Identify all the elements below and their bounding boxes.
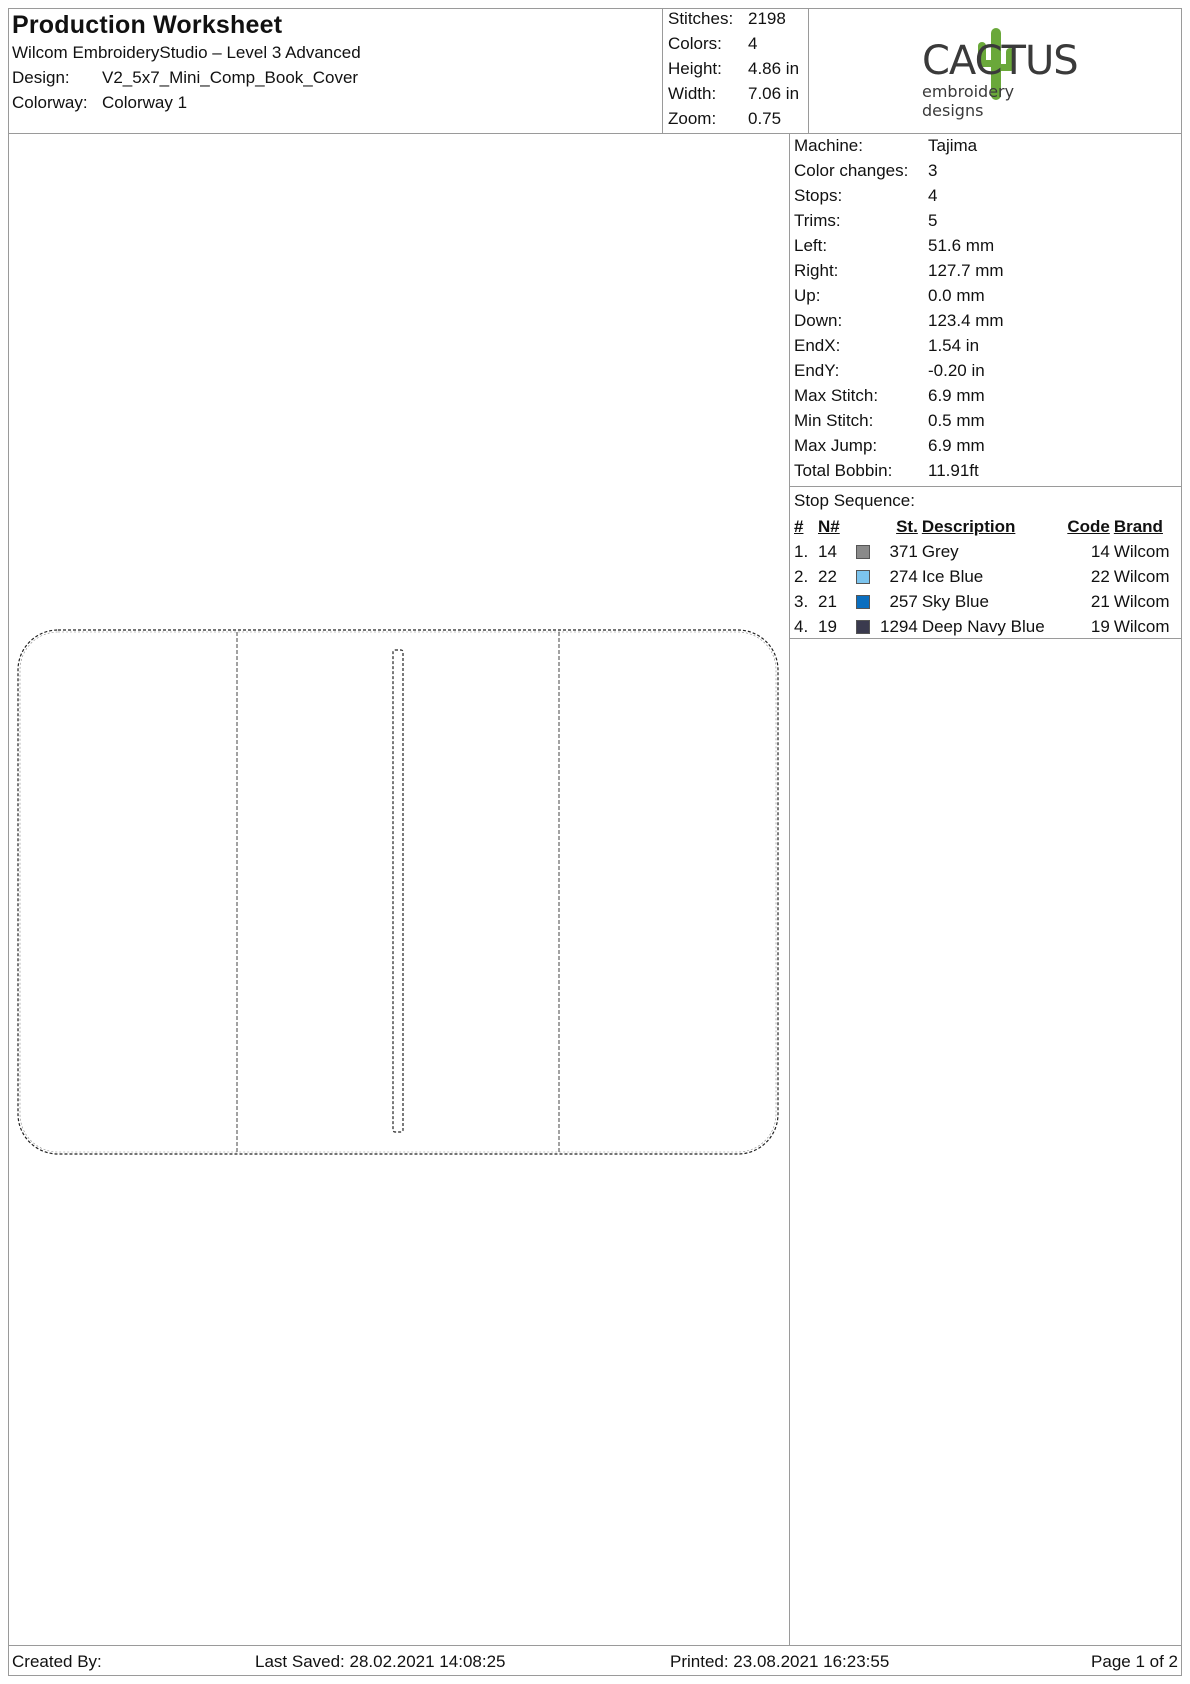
machine-row	[794, 408, 1004, 433]
stat-label: Width:	[668, 84, 717, 103]
machine-value: 3	[928, 161, 938, 180]
machine-value: Tajima	[928, 136, 978, 155]
machine-label: Down:	[794, 311, 843, 330]
machine-value: 127.7 mm	[928, 261, 1004, 280]
colorway-value: Colorway 1	[102, 93, 188, 112]
stat-row	[668, 6, 799, 31]
info-panel-divider	[789, 133, 790, 1645]
stop-desc: Sky Blue	[921, 591, 989, 611]
machine-label: Min Stitch:	[794, 411, 874, 430]
stat-value: 7.06 in	[748, 84, 800, 103]
machine-row	[794, 258, 1004, 283]
machine-row	[794, 233, 1004, 258]
col-st: St.	[896, 516, 918, 536]
machine-row	[794, 383, 1004, 408]
machine-row	[794, 433, 1004, 458]
stop-n: 19	[818, 616, 837, 636]
footer-page-number: Page 1 of 2	[1091, 1652, 1178, 1671]
colorway-row	[12, 90, 652, 115]
logo-wordmark: CACTUS	[922, 38, 1078, 84]
machine-label: Machine:	[794, 136, 863, 155]
stop-brand: Wilcom	[1113, 616, 1170, 636]
machine-label: Up:	[794, 286, 821, 305]
software-name: Wilcom EmbroideryStudio – Level 3 Advanced	[12, 43, 361, 62]
machine-value: 5	[928, 211, 938, 230]
stop-row	[792, 614, 1176, 639]
machine-row	[794, 158, 1004, 183]
stop-code: 19	[1090, 616, 1110, 636]
machine-label: Left:	[794, 236, 828, 255]
machine-label: Color changes:	[794, 161, 909, 180]
machine-label: EndY:	[794, 361, 840, 380]
color-swatch	[856, 545, 870, 559]
machine-label: Total Bobbin:	[794, 461, 893, 480]
logo-subtitle: embroidery designs	[922, 82, 1015, 120]
col-n: N#	[818, 516, 840, 536]
stop-brand: Wilcom	[1113, 541, 1170, 561]
design-stats	[668, 6, 799, 131]
footer-printed: Printed: 23.08.2021 16:23:55	[670, 1652, 890, 1671]
stop-num: 4.	[794, 616, 809, 636]
stop-sequence-table	[792, 514, 1176, 639]
design-row	[12, 65, 652, 90]
color-swatch-cell	[850, 564, 878, 589]
machine-value: 0.0 mm	[928, 286, 985, 305]
machine-row	[794, 133, 1004, 158]
stats-right-divider	[808, 8, 809, 133]
design-label: Design:	[12, 68, 70, 87]
header-info	[12, 10, 652, 115]
machine-value: 123.4 mm	[928, 311, 1004, 330]
machine-row	[794, 183, 1004, 208]
color-swatch	[856, 620, 870, 634]
machine-value: 0.5 mm	[928, 411, 985, 430]
machine-row	[794, 333, 1004, 358]
footer-last-saved: Last Saved: 28.02.2021 14:08:25	[255, 1652, 506, 1671]
machine-label: Max Jump:	[794, 436, 878, 455]
stop-brand: Wilcom	[1113, 591, 1170, 611]
stat-value: 2198	[748, 9, 786, 28]
machine-row	[794, 208, 1004, 233]
stop-header-row	[792, 514, 1176, 539]
col-num: #	[794, 516, 804, 536]
machine-value: 4	[928, 186, 938, 205]
machine-row	[794, 283, 1004, 308]
color-swatch-cell	[850, 539, 878, 564]
machine-row	[794, 358, 1004, 383]
design-value: V2_5x7_Mini_Comp_Book_Cover	[102, 68, 359, 87]
color-swatch	[856, 595, 870, 609]
stat-value: 4.86 in	[748, 59, 800, 78]
machine-label: Trims:	[794, 211, 841, 230]
page-title: Production Worksheet	[12, 11, 283, 39]
stop-desc: Ice Blue	[921, 566, 984, 586]
stop-desc: Grey	[921, 541, 959, 561]
machine-value: 51.6 mm	[928, 236, 995, 255]
color-swatch-cell	[850, 614, 878, 639]
stop-code: 14	[1090, 541, 1110, 561]
stop-row	[792, 564, 1176, 589]
stop-code: 21	[1090, 591, 1110, 611]
stat-label: Stitches:	[668, 9, 734, 28]
footer-created-by: Created By:	[12, 1652, 102, 1671]
stop-n: 14	[818, 541, 837, 561]
stop-code: 22	[1090, 566, 1110, 586]
colorway-label: Colorway:	[12, 93, 88, 112]
stop-st: 371	[889, 541, 918, 561]
spine-slot	[393, 650, 403, 1132]
machine-row	[794, 458, 1004, 483]
design-preview	[16, 628, 780, 1158]
stats-left-divider	[662, 8, 663, 133]
stop-num: 1.	[794, 541, 809, 561]
machine-info	[794, 133, 1004, 483]
machine-value: 6.9 mm	[928, 436, 985, 455]
stop-n: 21	[818, 591, 837, 611]
stop-row	[792, 589, 1176, 614]
stat-row	[668, 31, 799, 56]
stat-label: Height:	[668, 59, 722, 78]
stat-row	[668, 81, 799, 106]
stat-value: 0.75	[748, 109, 782, 128]
stat-row	[668, 106, 799, 131]
stop-n: 22	[818, 566, 837, 586]
cover-outline	[18, 630, 778, 1154]
cover-outline-inner	[20, 632, 776, 1152]
machine-value: 1.54 in	[928, 336, 980, 355]
machine-value: -0.20 in	[928, 361, 985, 380]
header-divider	[8, 133, 1182, 134]
footer-divider	[8, 1645, 1182, 1646]
stop-num: 3.	[794, 591, 809, 611]
col-swatch	[850, 514, 878, 539]
stop-brand: Wilcom	[1113, 566, 1170, 586]
stat-row	[668, 56, 799, 81]
stop-st: 274	[889, 566, 918, 586]
machine-value: 6.9 mm	[928, 386, 985, 405]
stat-value: 4	[748, 34, 758, 53]
stop-st: 257	[889, 591, 918, 611]
stop-sequence-title: Stop Sequence:	[794, 491, 915, 510]
machine-label: EndX:	[794, 336, 841, 355]
machine-label: Right:	[794, 261, 839, 280]
stop-desc: Deep Navy Blue	[921, 616, 1045, 636]
stat-label: Zoom:	[668, 109, 717, 128]
col-brand: Brand	[1113, 516, 1163, 536]
color-swatch	[856, 570, 870, 584]
col-code: Code	[1067, 516, 1110, 536]
machine-label: Stops:	[794, 186, 843, 205]
machine-row	[794, 308, 1004, 333]
stop-st: 1294	[880, 616, 918, 636]
color-swatch-cell	[850, 589, 878, 614]
machine-label: Max Stitch:	[794, 386, 879, 405]
machine-value: 11.91ft	[928, 461, 979, 480]
stat-label: Colors:	[668, 34, 722, 53]
stop-num: 2.	[794, 566, 809, 586]
col-description: Description	[921, 516, 1016, 536]
machine-divider	[789, 486, 1182, 487]
stop-row	[792, 539, 1176, 564]
cactus-logo	[900, 22, 1080, 120]
